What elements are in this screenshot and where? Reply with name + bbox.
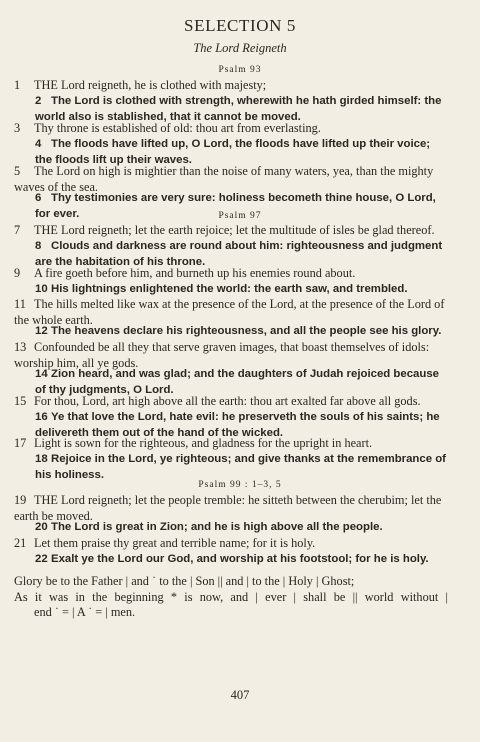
verse xyxy=(14,282,448,298)
verse-number: 18 xyxy=(35,453,48,465)
verse-text: For thou, Lord, art high above all the earth: thou art exalted far above all gods. xyxy=(34,394,421,408)
verse-number: 3 xyxy=(14,121,21,135)
verse-text: THE Lord reigneth; let the people tremble: he sitteth between the cherubim; let the earth be moved. xyxy=(14,493,442,523)
verse-text: Thy testimonies are very sure: holiness becometh thine house, O Lord, for ever. xyxy=(35,192,436,220)
verse-text: A fire goeth before him, and burneth up his enemies round about. xyxy=(34,266,356,280)
verse-text: Zion heard, and was glad; and the daughters of Judah rejoiced because of thy judgments, O Lord. xyxy=(35,368,439,396)
gloria-line: Glory be to the Father | and ˙ to the | Son || and | to the | Holy | Ghost; xyxy=(14,574,355,588)
verse-number: 6 xyxy=(35,192,42,204)
verse-text: His lightnings enlightened the world: the earth saw, and trembled. xyxy=(51,283,408,295)
verse-number: 22 xyxy=(35,553,48,565)
verse xyxy=(14,121,448,137)
verse-number: 21 xyxy=(14,536,27,550)
verse xyxy=(14,223,448,239)
psalm-label: Psalm 97 xyxy=(218,211,262,221)
verse-text: The Lord is great in Zion; and he is high above all the people. xyxy=(51,521,383,533)
verse xyxy=(14,520,448,536)
verse xyxy=(14,78,448,94)
verse-number: 16 xyxy=(35,411,48,423)
verse xyxy=(14,452,448,483)
gloria-line: end ˙ = | A ˙ = | men. xyxy=(34,605,136,619)
verse-number: 19 xyxy=(14,493,27,507)
psalm-label: Psalm 93 xyxy=(218,65,262,75)
verse-text: Ye that love the Lord, hate evil: he preserveth the souls of his saints; he delivereth them out of the hand of the wicked. xyxy=(35,411,440,439)
gloria-line: As it was in the beginning * is now, and | ever | shall be || world without | xyxy=(14,589,448,604)
verse-number: 10 xyxy=(35,283,48,295)
verse-number: 9 xyxy=(14,266,21,280)
verse xyxy=(14,436,448,452)
selection-title: SELECTION 5 xyxy=(184,16,296,35)
verse-text: Confounded be all they that serve graven images, that boast themselves of idols: worship him, all ye gods. xyxy=(14,340,430,370)
verse-number: 7 xyxy=(14,223,21,237)
verse-number: 5 xyxy=(14,164,21,178)
verse-number: 4 xyxy=(35,138,42,150)
selection-subtitle: The Lord Reigneth xyxy=(193,41,287,55)
verse-number: 1 xyxy=(14,78,21,92)
verse xyxy=(14,266,448,282)
verse-text: The Lord is clothed with strength, wherewith he hath girded himself: the world also is stablished, that it cannot be moved. xyxy=(35,95,442,123)
psalm-label: Psalm 99 : 1–3, 5 xyxy=(198,480,282,490)
verse-text: Light is sown for the righteous, and gladness for the upright in heart. xyxy=(34,436,373,450)
verse-text: Clouds and darkness are round about him: righteousness and judgment are the habitation of his throne. xyxy=(35,240,443,268)
verse-text: The floods have lifted up, O Lord, the floods have lifted up their voice; the floods lift up their waves. xyxy=(35,138,431,166)
verse xyxy=(14,552,448,568)
verse-number: 13 xyxy=(14,340,27,354)
verse-text: Rejoice in the Lord, ye righteous; and give thanks at the remembrance of his holiness. xyxy=(35,453,446,481)
verse-number: 20 xyxy=(35,521,48,533)
verse-number: 11 xyxy=(14,297,26,311)
verse-number: 15 xyxy=(14,394,27,408)
verse xyxy=(14,324,448,340)
gloria-patri xyxy=(14,574,448,621)
verse-text: Let them praise thy great and terrible name; for it is holy. xyxy=(34,536,316,550)
verse xyxy=(14,394,448,410)
verse xyxy=(14,536,448,552)
verse-text: The Lord on high is mightier than the noise of many waters, yea, than the mighty waves of the sea. xyxy=(14,164,434,194)
verse-number: 2 xyxy=(35,95,42,107)
verse-text: The hills melted like wax at the presence of the Lord, at the presence of the Lord of the whole earth. xyxy=(14,297,445,327)
verse-text: Exalt ye the Lord our God, and worship at his footstool; for he is holy. xyxy=(51,553,429,565)
verse-number: 14 xyxy=(35,368,48,380)
verse-text: The heavens declare his righteousness, and all the people see his glory. xyxy=(51,325,442,337)
verse-text: Thy throne is established of old: thou art from everlasting. xyxy=(34,121,321,135)
verse-number: 12 xyxy=(35,325,48,337)
verse-number: 17 xyxy=(14,436,27,450)
verse-number: 8 xyxy=(35,240,42,252)
page-number: 407 xyxy=(230,688,250,702)
verse-text: THE Lord reigneth, he is clothed with majesty; xyxy=(34,78,267,92)
verse-text: THE Lord reigneth; let the earth rejoice; let the multitude of isles be glad thereof. xyxy=(34,223,435,237)
